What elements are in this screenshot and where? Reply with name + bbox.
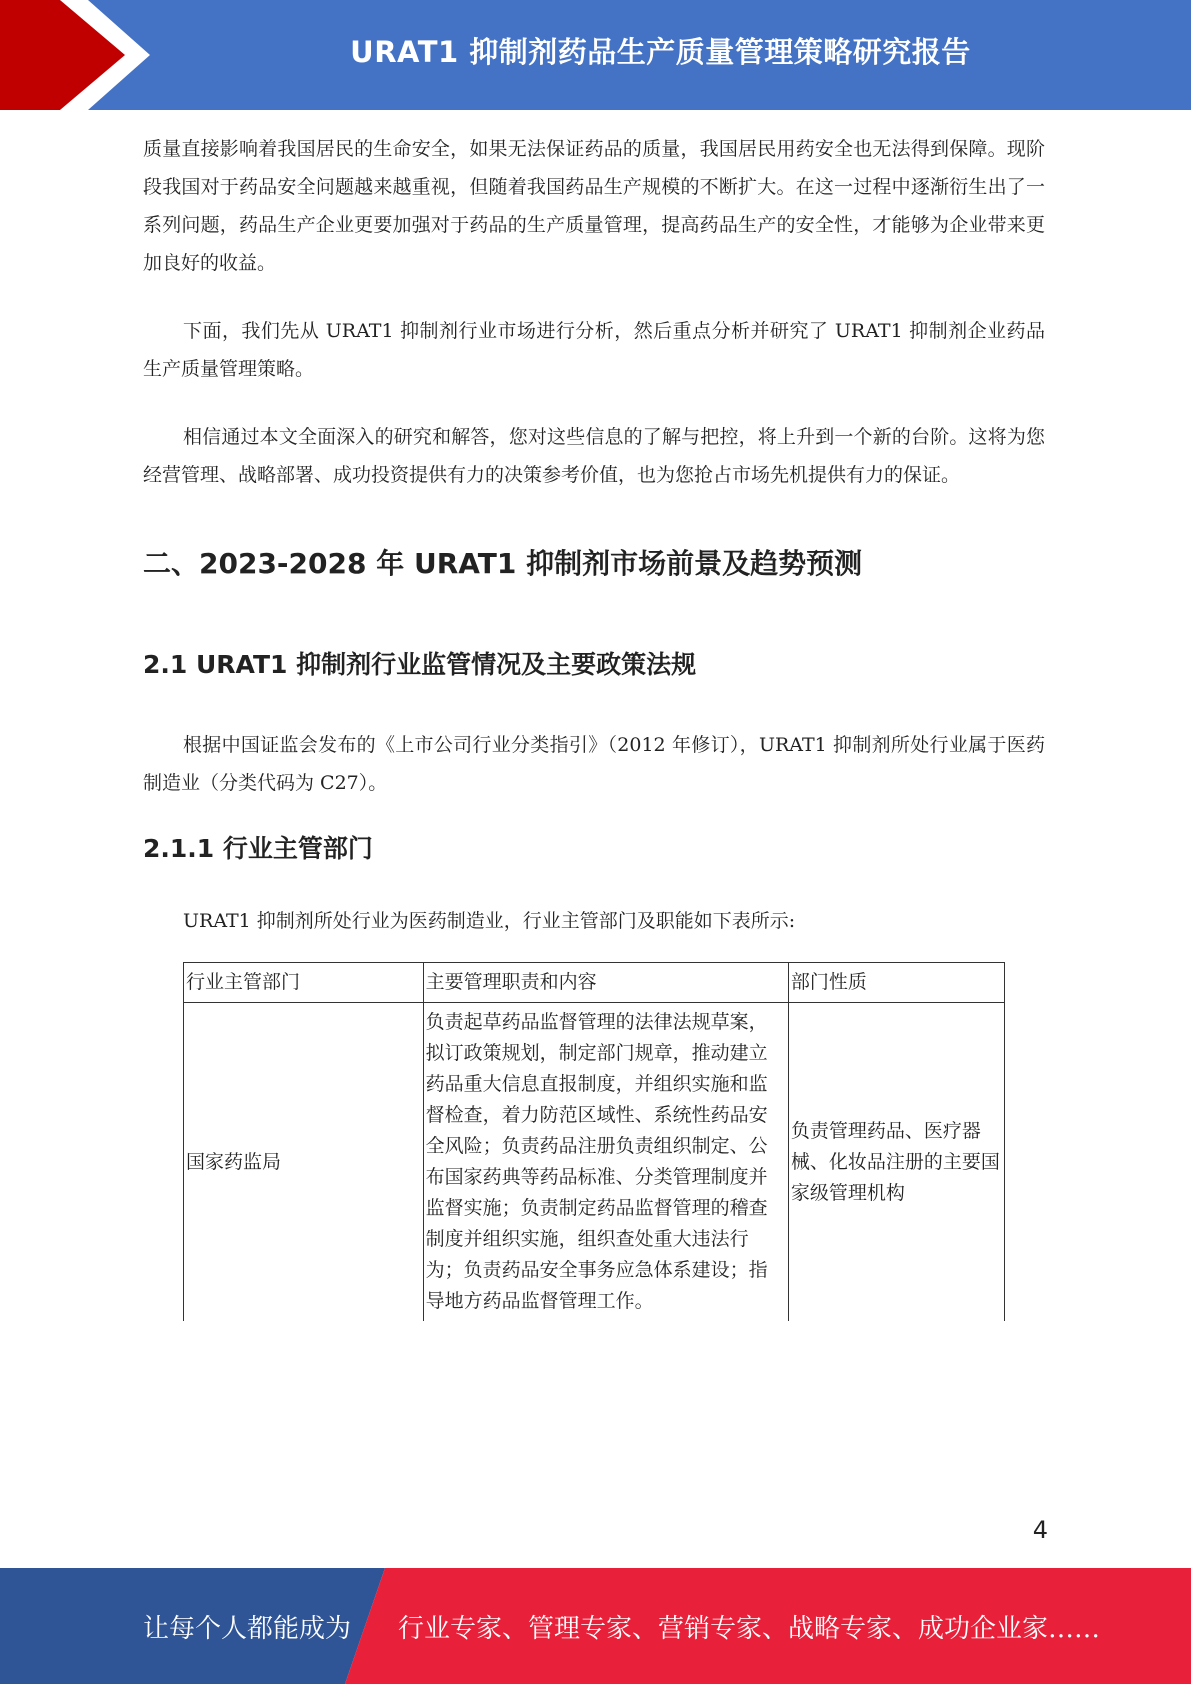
subsection-heading: 2.1 URAT1 抑制剂行业监管情况及主要政策法规 (143, 650, 697, 679)
table-header-cell: 行业主管部门 (184, 963, 424, 1003)
intro-paragraph-3: 相信通过本文全面深入的研究和解答，您对这些信息的了解与把控，将上升到一个新的台阶。这将为您经营管理、战略部署、成功投资提供有力的决策参考价值，也为您抢占市场先机提供有力的保证。 (143, 426, 1045, 486)
footer-slogan-right: 行业专家、管理专家、营销专家、战略专家、成功企业家…… (398, 1613, 1101, 1644)
subsubsection-heading: 2.1.1 行业主管部门 (143, 834, 373, 863)
footer-slogan-left: 让每个人都能成为 (143, 1613, 352, 1644)
page-number: 4 (1032, 1516, 1048, 1544)
intro-paragraph-2: 下面，我们先从 URAT1 抑制剂行业市场进行分析，然后重点分析并研究了 URAT1 抑制剂企业药品生产质量管理策略。 (143, 320, 1045, 380)
table-header-cell: 主要管理职责和内容 (423, 963, 788, 1003)
table-cell-duties: 负责起草药品监督管理的法律法规草案，拟订政策规划，制定部门规章，推动建立药品重大信息直报制度，并组织实施和监督检查，着力防范区域性、系统性药品安全风险；负责药品注册负责组织制定、公布国家药典等药品标准、分类管理制度并监督实施；负责制定药品监督管理的稽查制度并组织实施，组织查处重大违法行为；负责药品安全事务应急体系建设；指导地方药品监督管理工作。 (423, 1003, 788, 1322)
page-content (143, 130, 1045, 1321)
intro-paragraph-1: 质量直接影响着我国居民的生命安全，如果无法保证药品的质量，我国居民用药安全也无法得到保障。现阶段我国对于药品安全问题越来越重视，但随着我国药品生产规模的不断扩大。在这一过程中逐渐衍生出了一系列问题，药品生产企业更要加强对于药品的生产质量管理，提高药品生产的安全性，才能够为企业带来更加良好的收益。 (143, 138, 1045, 274)
page-footer (0, 1568, 1191, 1684)
table-intro: URAT1 抑制剂所处行业为医药制造业，行业主管部门及职能如下表所示: (183, 910, 796, 932)
table-row (184, 1003, 1005, 1322)
table-cell-dept: 国家药监局 (184, 1003, 424, 1322)
table-header-cell: 部门性质 (788, 963, 1004, 1003)
department-table (183, 962, 1005, 1321)
section-heading: 二、2023-2028 年 URAT1 抑制剂市场前景及趋势预测 (143, 547, 863, 580)
table-header-row (184, 963, 1005, 1003)
report-title: URAT1 抑制剂药品生产质量管理策略研究报告 (350, 34, 971, 69)
table-cell-nature: 负责管理药品、医疗器械、化妆品注册的主要国家级管理机构 (788, 1003, 1004, 1322)
subsection-paragraph: 根据中国证监会发布的《上市公司行业分类指引》（2012 年修订），URAT1 抑制剂所处行业属于医药制造业（分类代码为 C27）。 (143, 734, 1045, 794)
page-header (0, 0, 1191, 110)
